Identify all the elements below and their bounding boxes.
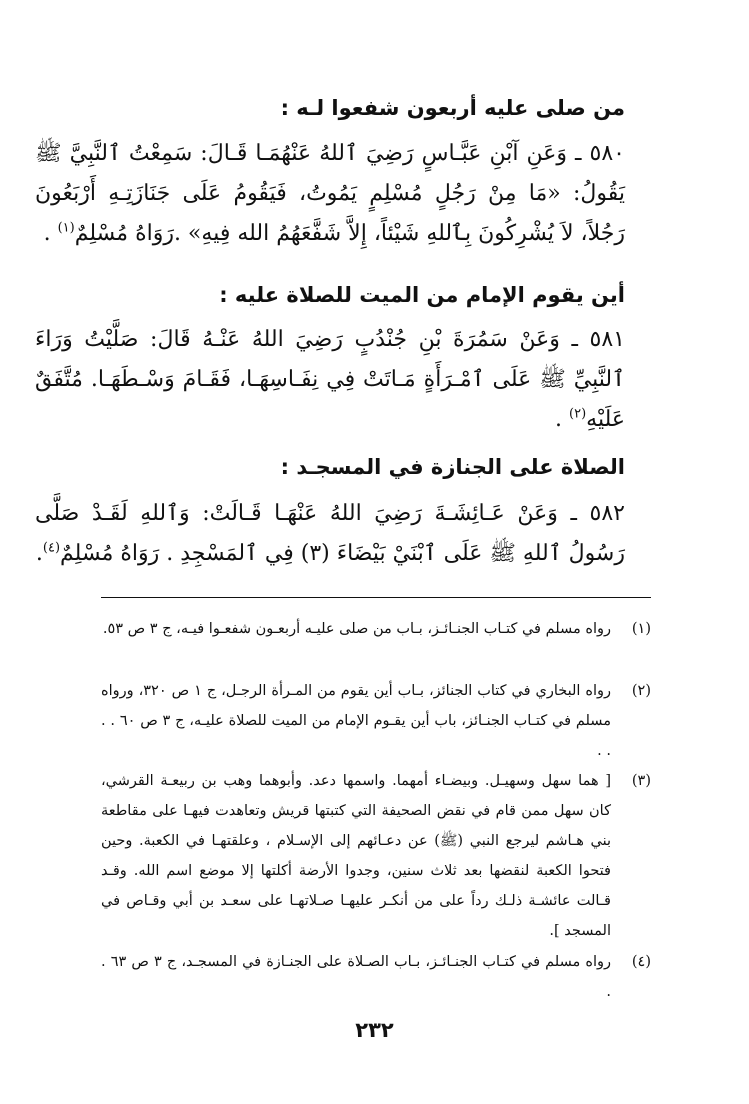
hadith-text: ـ وَعَنْ سَمُرَةَ بْنِ جُنْدُبٍ رَضِيَ اللهُ عَنْـهُ قَالَ: صَلَّيْتُ وَرَاءَ ٱلنَّبِيِّ ﷺ عَلَى ٱمْـرَأَةٍ مَـاتَتْ فِي نِفَـاسِهَـا، فَقَـامَ وَسْـطَهَـا. مُتَّفَقٌ عَلَيْهِ [35, 327, 625, 432]
footnote [101, 614, 651, 644]
hadith-text: ـ وَعَنْ عَـائِشَـةَ رَضِيَ اللهُ عَنْهَـا قَـالَتْ: وَٱللهِ لَقَـدْ صَلَّى رَسُولُ ٱللهِ ﷺ عَلَى ٱبْنَيْ بَيْضَاءَ (٣) فِي ٱلمَسْجِدِ . رَوَاهُ مُسْلِمٌ [35, 501, 625, 566]
section-heading: الصلاة على الجنازة في المسجـد : [280, 455, 625, 479]
section-heading: من صلى عليه أربعون شفعوا لـه : [280, 96, 625, 120]
hadith-paragraph [35, 320, 625, 440]
footnote-number: (٢) [631, 683, 651, 699]
footnote-number: (٣) [631, 773, 651, 789]
hadith-number: ٥٨١ [589, 327, 625, 352]
footnote-ref[interactable]: (٤) [42, 540, 61, 556]
footnote-number: (١) [631, 621, 651, 637]
hadith-paragraph [35, 494, 625, 574]
hadith-paragraph [35, 134, 625, 254]
footnote [101, 676, 651, 766]
footnote-ref[interactable]: (٢) [569, 406, 587, 422]
footnote [101, 947, 651, 1007]
footnote-divider [101, 597, 651, 598]
footnote-text: [ هما سهل وسهيـل. وبيضـاء أمهما. واسمها دعد. وأبوهما وهب بن ربيعـة القرشي، كان سهل ممن قام في نقض الصحيفة التي كتبتها قريش وتعاهدت فيهـا على مقاطعة بني هـاشم ليرجع النبي (ﷺ) عن دعـائهم إلى الإسـلام ، وعلقتهـا في الكعبة. وحين فتحوا الكعبة لنقضها بعد ثلاث سنين، وجدوا الأرضة أكلتها إلا موضع اسم الله. وقـد قـالت عائشـة ذلـك رداً على من أنكـر عليهـا صـلاتهـا على سعـد بن أبي وقـاص في المسجد ]. [101, 773, 611, 939]
hadith-tail: . [35, 541, 43, 566]
hadith-number: ٥٨٢ [589, 501, 625, 526]
hadith-number: ٥٨٠ [589, 141, 625, 166]
hadith-text: ـ وَعَنِ آبْنِ عَبَّـاسٍ رَضِيَ ٱللهُ عَنْهُمَـا قَـالَ: سَمِعْتُ ٱلنَّبِيَّ ﷺ يَقُولُ: «مَا مِنْ رَجُلٍ مُسْلِمٍ يَمُوتُ، فَيَقُومُ عَلَى جَنَازَتِـهِ أَرْبَعُونَ رَجُلاً، لاَ يُشْرِكُونَ بِٱللهِ شَيْئاً، إِلاَّ شَفَّعَهُمُ الله فِيهِ» .رَوَاهُ مُسْلِمٌ [35, 141, 625, 246]
hadith-tail: . [555, 407, 570, 432]
footnote-text: رواه مسلم في كتـاب الجنـائـز، بـاب من صلى عليـه أربعـون شفعـوا فيـه، ج ٣ ص ٥٣. [102, 621, 611, 637]
footnote-text: رواه البخاري في كتاب الجنائز، بـاب أين يقوم من المـرأة الرجـل، ج ١ ص ٣٢٠، ورواه مسلم في كتـاب الجنـائز، باب أين يقـوم الإمام من الميت للصلاة عليـه، ج ٣ ص ٦٠ . . . . [101, 683, 612, 759]
section-heading: أين يقوم الإمام من الميت للصلاة عليه : [219, 283, 625, 307]
hadith-tail: . [43, 221, 58, 246]
footnote-text: رواه مسلم في كتـاب الجنـائـز، بـاب الصـلاة على الجنـازة في المسجـد، ج ٣ ص ٦٣ . . [101, 954, 611, 1000]
footnote-number: (٤) [631, 954, 651, 970]
footnote-ref[interactable]: (١) [57, 220, 75, 236]
page-number: ٢٣٢ [355, 1018, 394, 1042]
footnote [101, 766, 651, 946]
